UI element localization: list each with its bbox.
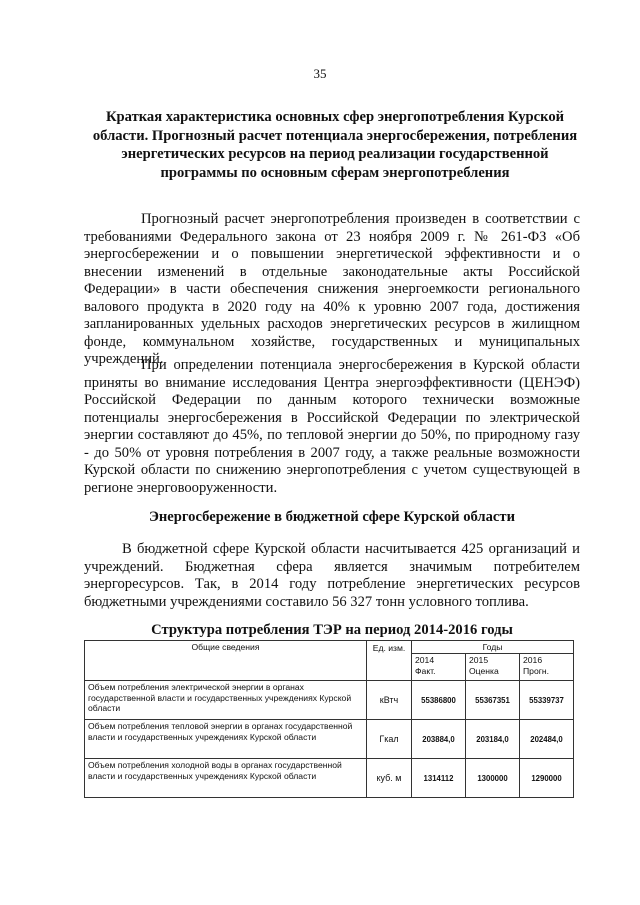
paragraph-forecast: Прогнозный расчет энергопотребления произведен в соответствии с требованиями Федерального закона от 23 ноября 2009 г. № 261-ФЗ «Об энергосбережении и о повышении энергетической эффективности и о внесении изменений в отдельные законодательные акты Российской Федерации» в части обеспечения снижения энергоемкости регионального валового продукта в 2020 году на 40% к уровню 2007 года, достижения запланированных удельных расходов энергетических ресурсов в жилищном фонде, коммунальном хозяйстве, государственных и муниципальных учреждений. [84,211,580,367]
paragraph-budget-sphere: В бюджетной сфере Курской области насчитывается 425 организаций и учреждений. Бюджетная сфера является значимым потребителем энергоресурсов. Так, в 2014 году потребление энергетических ресурсов бюджетными учреждениями составило 56 327 тонн условного топлива. [84,541,580,610]
document-heading: Краткая характеристика основных сфер энергопотребления Курской области. Прогнозный расчет потенциала энергосбережения, потребления энергетических ресурсов на период реализации государственной программы по основным сферам энергопотребления [92,109,578,181]
year-note: Факт. [415,666,436,676]
row-description: Объем потребления холодной воды в органах государственной власти и государственных учреждениях Курской области [85,759,367,798]
header-years: Годы [412,641,574,654]
row-unit: Гкал [367,720,412,759]
row-value: 202484,0 [520,720,574,759]
table-row [85,759,574,798]
section-heading: Энергосбережение в бюджетной сфере Курской области [149,509,515,525]
row-value: 203184,0 [466,720,520,759]
year-value: 2015 [469,655,489,665]
row-value: 1290000 [520,759,574,798]
year-value: 2014 [415,655,435,665]
row-value: 55367351 [466,681,520,720]
row-description: Объем потребления электрической энергии в органах государственной власти и государственных учреждениях Курской области [85,681,367,720]
row-unit: кВтч [367,681,412,720]
row-value: 55339737 [520,681,574,720]
page-number: 35 [313,66,327,81]
header-unit: Ед. изм. [367,641,412,681]
row-value: 203884,0 [412,720,466,759]
year-note: Прогн. [523,666,550,676]
table-row [85,681,574,720]
year-header [466,654,520,681]
paragraph-potential: При определении потенциала энергосбережения в Курской области приняты во внимание исследования Центра энергоэффективности (ЦЕНЭФ) Российской Федерации по данным которого технически возможные потенциалы энергосбережения в Российской Федерации по электрической энергии составляют до 45%, по тепловой энергии до 50%, по природному газу - до 50% от уровня потребления в 2007 году, а также реальные возможности Курской области по снижению энергопотребления с учетом существующей в регионе энерговооруженности. [84,357,580,496]
table-row [85,720,574,759]
row-description: Объем потребления тепловой энергии в органах государственной власти и государственных учреждениях Курской области [85,720,367,759]
row-value: 55386800 [412,681,466,720]
row-value: 1314112 [412,759,466,798]
row-unit: куб. м [367,759,412,798]
year-header [412,654,466,681]
year-note: Оценка [469,666,499,676]
table-title: Структура потребления ТЭР на период 2014-2016 годы [151,622,513,638]
consumption-table [84,640,574,798]
year-value: 2016 [523,655,543,665]
row-value: 1300000 [466,759,520,798]
table-header-row [85,641,574,654]
header-general: Общие сведения [85,641,367,681]
year-header [520,654,574,681]
